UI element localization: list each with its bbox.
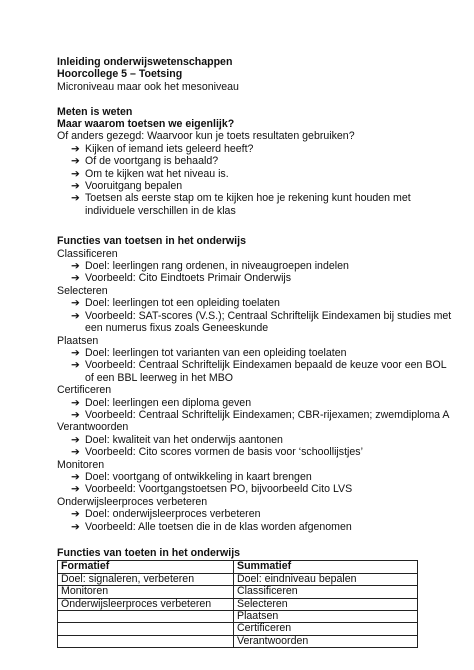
function-title: Verantwoorden — [57, 421, 129, 434]
table-row — [58, 623, 418, 635]
function-bullet — [57, 471, 417, 483]
arrow-right-icon: ➔ — [71, 180, 80, 193]
section-question: Maar waarom toetsen we eigenlijk? — [57, 118, 235, 131]
arrow-right-icon: ➔ — [71, 260, 80, 273]
meten-bullet — [57, 168, 417, 180]
function-bullet — [57, 397, 417, 409]
arrow-right-icon: ➔ — [71, 142, 80, 155]
arrow-right-icon: ➔ — [71, 346, 80, 359]
arrow-right-icon: ➔ — [71, 155, 80, 168]
function-bullet — [57, 347, 417, 359]
function-bullet-text: Voorbeeld: Alle toetsen die in de klas worden afgenomen — [85, 520, 352, 533]
meten-bullet-text: Of de voortgang is behaald? — [85, 155, 219, 168]
meten-bullet — [57, 192, 417, 204]
arrow-right-icon: ➔ — [71, 470, 80, 483]
document-content — [57, 56, 452, 648]
formatief-cell — [58, 623, 234, 635]
table-row — [58, 635, 418, 647]
arrow-right-icon: ➔ — [71, 272, 80, 285]
function-bullet — [57, 260, 417, 272]
section-intro: Of anders gezegd: Waarvoor kun je toets resultaten gebruiken? — [57, 130, 355, 143]
function-bullet-text: Voorbeeld: SAT-scores (V.S.); Centraal Schriftelijk Eindexamen bij studies met — [85, 309, 452, 322]
meten-bullet — [57, 143, 417, 155]
arrow-right-icon: ➔ — [71, 309, 80, 322]
table-row — [58, 598, 418, 610]
meten-bullet — [57, 180, 417, 192]
function-bullet-text: Voorbeeld: Voortgangstoetsen PO, bijvoorbeeld Cito LVS — [85, 483, 353, 496]
formatief-cell: Onderwijsleerproces verbeteren — [58, 598, 234, 610]
function-bullet — [57, 297, 417, 309]
function-title: Monitoren — [57, 458, 105, 471]
summatief-cell: Certificeren — [234, 623, 418, 635]
meten-bullet-list — [57, 143, 417, 217]
lecture-title: Hoorcollege 5 – Toetsing — [57, 68, 183, 81]
arrow-right-icon: ➔ — [71, 359, 80, 372]
column-header-summatief: Summatief — [234, 561, 418, 573]
function-bullet-text: Doel: kwaliteit van het onderwijs aantonen — [85, 433, 283, 446]
meten-bullet-continuation: individuele verschillen in de klas — [85, 204, 236, 217]
function-bullet — [57, 521, 417, 533]
function-bullet — [57, 508, 417, 520]
arrow-right-icon: ➔ — [71, 520, 80, 533]
function-bullet-text: Doel: leerlingen rang ordenen, in niveaugroepen indelen — [85, 260, 349, 273]
function-bullet-text: Voorbeeld: Centraal Schriftelijk Eindexamen; CBR-rijexamen; zwemdiploma A — [85, 408, 450, 421]
function-title: Classificeren — [57, 247, 118, 260]
function-bullet-text: Voorbeeld: Centraal Schriftelijk Eindexamen bepaald de keuze voor een BOL — [85, 359, 447, 372]
table-row — [58, 611, 418, 623]
table-row — [58, 573, 418, 585]
function-bullet — [57, 272, 417, 284]
arrow-right-icon: ➔ — [71, 433, 80, 446]
meten-bullet-text: Vooruitgang bepalen — [85, 180, 183, 193]
section-heading-table: Functies van toeten in het onderwijs — [57, 547, 241, 560]
arrow-right-icon: ➔ — [71, 508, 80, 521]
function-bullet-continuation: een numerus fixus zoals Geneeskunde — [85, 322, 269, 335]
meten-bullet — [57, 155, 417, 167]
function-bullet-text: Voorbeeld: Cito scores vormen de basis voor ‘schoollijstjes’ — [85, 446, 363, 459]
formatief-cell: Monitoren — [58, 586, 234, 598]
function-bullet-text: Doel: voortgang of ontwikkeling in kaart brengen — [85, 470, 312, 483]
functions-table — [57, 560, 418, 648]
subtitle: Microniveau maar ook het mesoniveau — [57, 80, 239, 93]
meten-bullet-text: Om te kijken wat het niveau is. — [85, 167, 229, 180]
functies-group-list — [57, 247, 452, 533]
arrow-right-icon: ➔ — [71, 483, 80, 496]
function-bullet — [57, 483, 417, 495]
arrow-right-icon: ➔ — [71, 408, 80, 421]
arrow-right-icon: ➔ — [71, 167, 80, 180]
function-bullet — [57, 359, 447, 372]
formatief-cell — [58, 635, 234, 647]
section-heading-functies: Functies van toetsen in het onderwijs — [57, 235, 246, 248]
arrow-right-icon: ➔ — [71, 297, 80, 310]
summatief-cell: Classificeren — [234, 586, 418, 598]
table-header-row — [58, 561, 418, 573]
table-body — [58, 573, 418, 647]
summatief-cell: Verantwoorden — [234, 635, 418, 647]
summatief-cell: Selecteren — [234, 598, 418, 610]
summatief-cell: Plaatsen — [234, 611, 418, 623]
function-bullet — [57, 408, 450, 421]
summatief-cell: Doel: eindniveau bepalen — [234, 573, 418, 585]
column-header-formatief: Formatief — [58, 561, 234, 573]
function-bullet — [57, 446, 417, 458]
function-bullet — [57, 309, 452, 322]
function-bullet-text: Voorbeeld: Cito Eindtoets Primair Onderwijs — [85, 272, 292, 285]
function-bullet-continuation: of een BBL leerweg in het MBO — [85, 371, 234, 384]
section-heading-meten: Meten is weten — [57, 105, 133, 118]
function-bullet-text: Doel: leerlingen een diploma geven — [85, 396, 252, 409]
arrow-right-icon: ➔ — [71, 396, 80, 409]
function-bullet — [57, 434, 417, 446]
course-title: Inleiding onderwijswetenschappen — [57, 56, 233, 68]
function-bullet-text: Doel: leerlingen tot varianten van een opleiding toelaten — [85, 346, 347, 359]
function-title: Certificeren — [57, 384, 112, 397]
function-title: Plaatsen — [57, 334, 99, 347]
meten-bullet-text: Toetsen als eerste stap om te kijken hoe je rekening kunt houden met — [85, 192, 411, 205]
arrow-right-icon: ➔ — [71, 446, 80, 459]
function-bullet-text: Doel: leerlingen tot een opleiding toelaten — [85, 297, 280, 310]
function-bullet-text: Doel: onderwijsleerproces verbeteren — [85, 508, 261, 521]
meten-bullet-text: Kijken of iemand iets geleerd heeft? — [85, 142, 254, 155]
formatief-cell — [58, 611, 234, 623]
function-title: Selecteren — [57, 284, 108, 297]
formatief-cell: Doel: signaleren, verbeteren — [58, 573, 234, 585]
table-row — [58, 586, 418, 598]
function-title: Onderwijsleerproces verbeteren — [57, 495, 208, 508]
arrow-right-icon: ➔ — [71, 192, 80, 205]
